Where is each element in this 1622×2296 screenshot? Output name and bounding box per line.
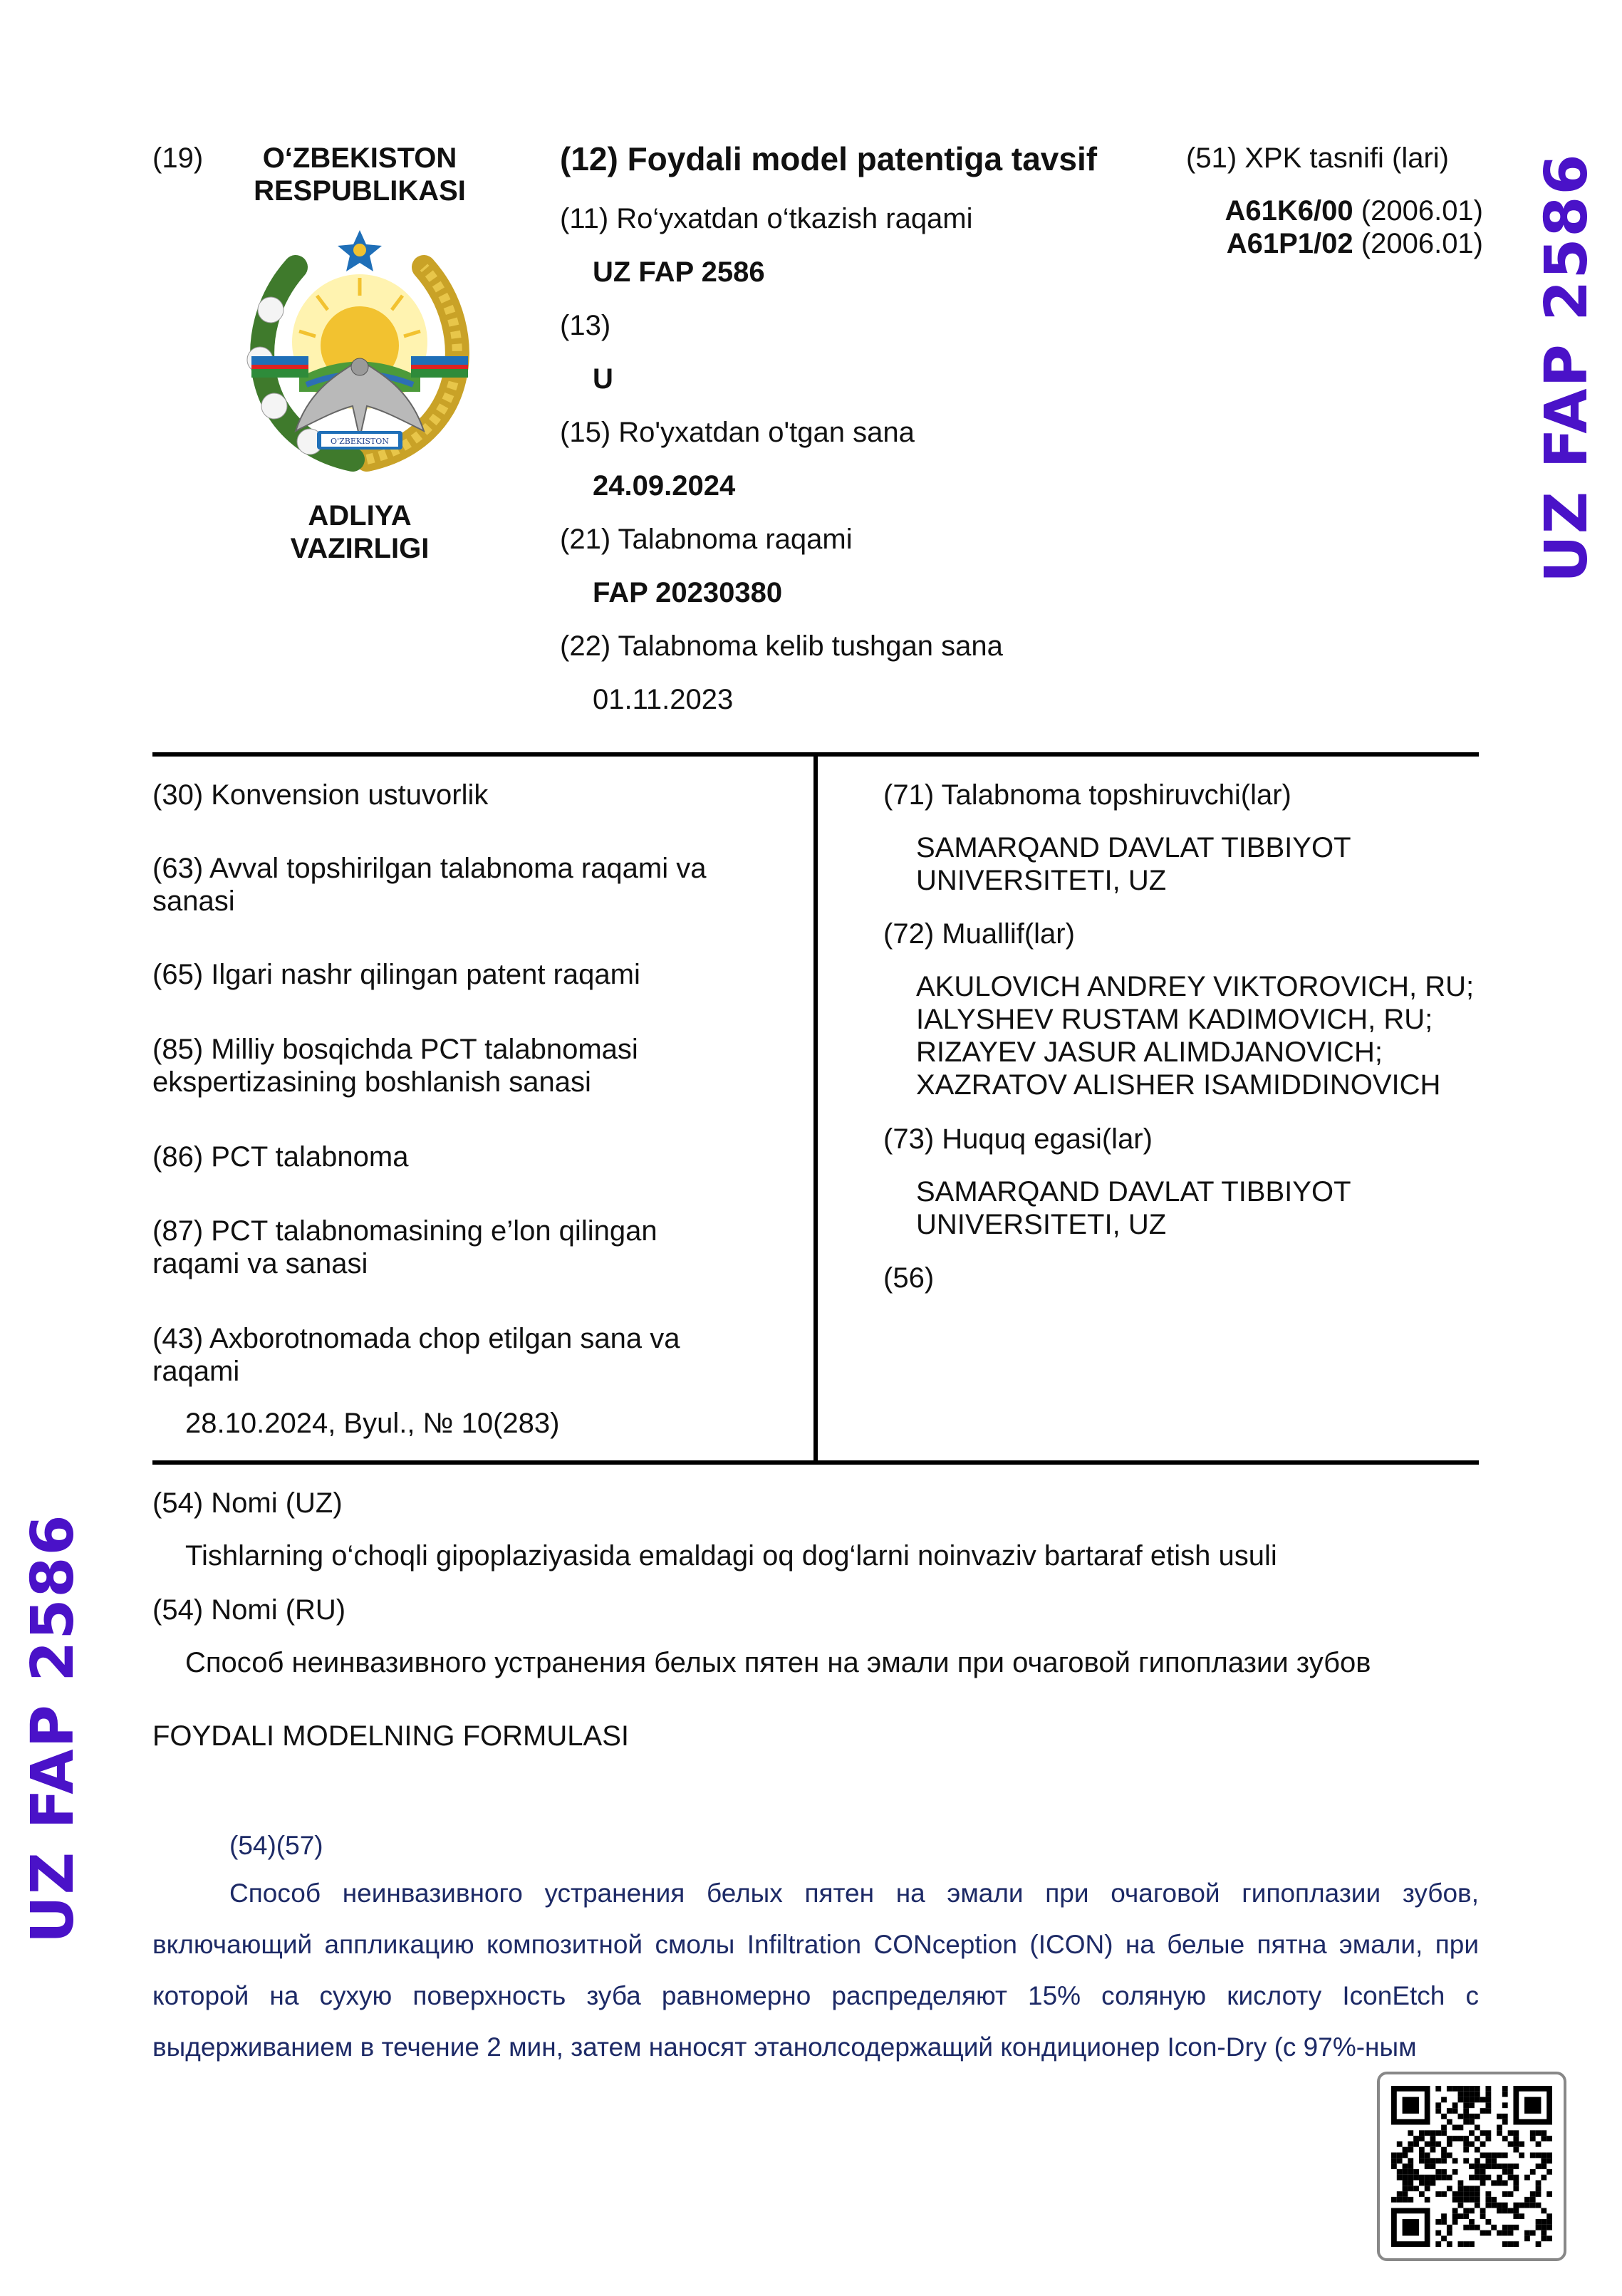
state-emblem-icon [232, 224, 488, 481]
ipc-entry [1140, 194, 1483, 227]
table-bottom-rule [152, 1460, 1479, 1465]
field-72-value: AKULOVICH ANDREY VIKTOROVICH, RU; IALYSHEV RUSTAM KADIMOVICH, RU; RIZAYEV JASUR ALIMDJANOVICH; XAZRATOV ALISHER ISAMIDDINOVICH [916, 971, 1475, 1101]
field-43-value: 28.10.2024, Byul., № 10(283) [185, 1408, 560, 1439]
field-22-label: (22) Talabnoma kelib tushgan sana [560, 630, 1003, 662]
field-56: (56) [883, 1262, 935, 1294]
field-15-value: 24.09.2024 [593, 470, 736, 502]
side-stamp-right: UZ FAP 2586 [1533, 152, 1601, 583]
field-72: (72) Muallif(lar) [883, 918, 1075, 950]
field-65: (65) Ilgari nashr qilingan patent raqami [152, 959, 640, 990]
field-73: (73) Huquq egasi(lar) [883, 1123, 1153, 1155]
formula-heading: FOYDALI MODELNING FORMULASI [152, 1720, 629, 1752]
field-85: (85) Milliy bosqichda PCT talabnomasi ekspertizasining boshlanish sanasi [152, 1034, 638, 1098]
field-73-value: SAMARQAND DAVLAT TIBBIYOT UNIVERSITETI, UZ [916, 1176, 1351, 1240]
field-87: (87) PCT talabnomasining e’lon qilingan raqami va sanasi [152, 1215, 657, 1279]
field-30: (30) Konvension ustuvorlik [152, 779, 489, 811]
field-15-label: (15) Ro'yxatdan o'tgan sana [560, 417, 915, 448]
ipc-year: (2006.01) [1353, 228, 1483, 259]
side-stamp-left: UZ FAP 2586 [19, 1513, 87, 1943]
ipc-label: (51) XPK tasnifi (lari) [1186, 142, 1449, 174]
bibliographic-fields [560, 202, 1144, 737]
field-13-label: (13) [560, 310, 611, 341]
title-ru-value: Способ неинвазивного устранения белых пятен на эмали при очаговой гипоплазии зубов [185, 1647, 1371, 1678]
field-13-value: U [593, 363, 613, 395]
claim-reference: (54)(57) [229, 1831, 323, 1860]
ministry-name: ADLIYA VAZIRLIGI [290, 500, 430, 564]
field-22-value: 01.11.2023 [593, 684, 734, 715]
field-11-value: UZ FAP 2586 [593, 256, 765, 288]
ipc-year: (2006.01) [1353, 195, 1483, 227]
document-title: (12) Foydali model patentiga tavsif [560, 140, 1098, 177]
table-column-divider [813, 752, 818, 1465]
ipc-code: A61K6/00 [1225, 195, 1353, 227]
field-63: (63) Avval topshirilgan talabnoma raqami va sanasi [152, 853, 707, 917]
country-name: O‘ZBEKISTON RESPUBLIKASI [254, 142, 466, 207]
title-uz-label: (54) Nomi (UZ) [152, 1487, 343, 1519]
field-21-value: FAP 20230380 [593, 577, 783, 608]
field-71-value: SAMARQAND DAVLAT TIBBIYOT UNIVERSITETI, UZ [916, 832, 1351, 896]
qr-code-icon [1391, 2086, 1552, 2247]
field-code-19: (19) [152, 142, 204, 174]
title-ru-label: (54) Nomi (RU) [152, 1594, 346, 1626]
field-71: (71) Talabnoma topshiruvchi(lar) [883, 779, 1291, 811]
field-21-label: (21) Talabnoma raqami [560, 524, 853, 555]
claim-text: Способ неинвазивного устранения белых пятен на эмали при очаговой гипоплазии зубов, включающий аппликацию композитной смолы Infiltration CONception (ICON) на белые пятна эмали, при которой на сухую поверхность зуба равномерно распределяют 15% соляную кислоту IconEtch с выдерживанием в течение 2 мин, затем наносят этанолсодержащий кондиционер Icon-Dry (с 97%-ным [152, 1879, 1479, 2062]
ipc-entry [1140, 227, 1483, 260]
field-11-label: (11) Ro‘yxatdan o‘tkazish raqami [560, 203, 973, 234]
state-emblem [232, 224, 488, 481]
emblem-ribbon-text: O'ZBEKISTON [331, 437, 389, 446]
field-43: (43) Axborotnomada chop etilgan sana va raqami [152, 1323, 680, 1387]
qr-code [1377, 2072, 1566, 2261]
field-86: (86) PCT talabnoma [152, 1141, 409, 1173]
ipc-code: A61P1/02 [1226, 228, 1353, 259]
title-uz-value: Tishlarning o‘choqli gipoplaziyasida emaldagi oq dog‘larni noinvaziv bartaraf etish usuli [185, 1540, 1277, 1572]
